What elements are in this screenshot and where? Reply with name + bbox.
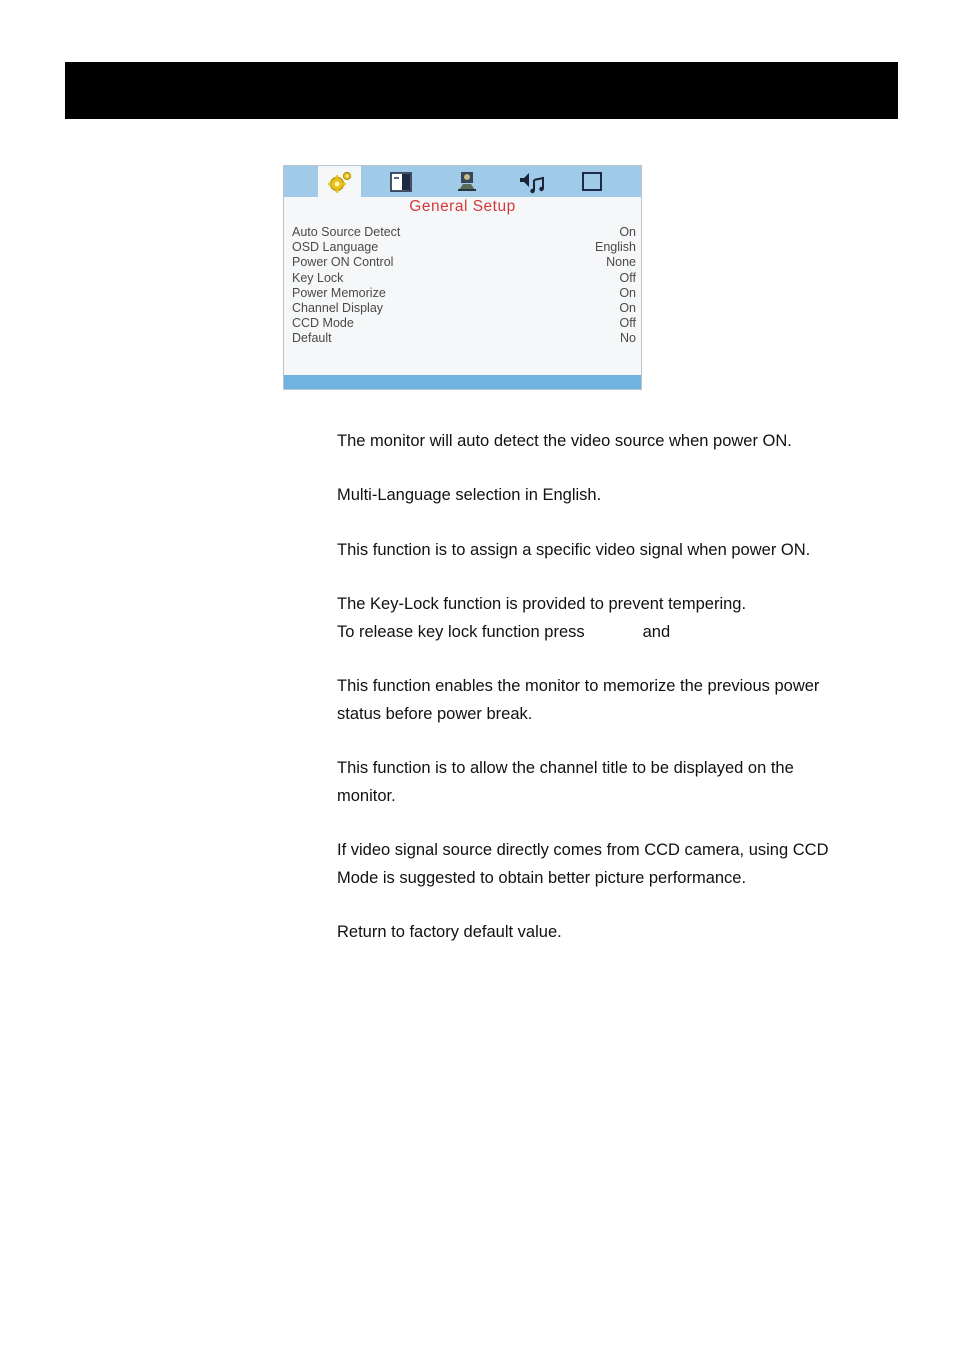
desc-channel-display [337,754,897,810]
osd-title: General Setup [409,198,516,215]
desc-auto-source [337,427,897,455]
desc-key-lock [337,590,897,646]
list-item[interactable] [292,301,636,316]
paragraph: monitor. [337,787,396,805]
paragraph: This function enables the monitor to memorize the previous power [337,677,820,695]
paragraph: This function is to assign a specific video signal when power ON. [337,541,811,559]
paragraph: The Key-Lock function is provided to prevent tempering. [337,595,747,613]
paragraph: Mode is suggested to obtain better picture performance. [337,869,747,887]
paragraph: This function is to allow the channel title to be displayed on the [337,759,794,777]
osd-bottom-bar [284,375,641,389]
setting-value: No [620,331,636,346]
paragraph: Return to factory default value. [337,923,562,941]
desc-osd-language [337,481,897,509]
list-item[interactable] [292,255,636,270]
setting-label: Channel Display [292,300,384,315]
text-fragment: To release key lock function press [337,623,585,641]
paragraph: status before power break. [337,705,533,723]
text-fragment: and [642,623,671,641]
osd-settings-list [292,225,636,347]
list-item[interactable] [292,225,636,240]
setting-label: Auto Source Detect [292,225,401,239]
list-item[interactable] [292,240,636,255]
picture-icon [453,170,481,194]
setting-label: Key Lock [292,270,344,285]
setting-value: None [606,255,636,270]
osd-menu [283,165,642,390]
desc-power-memorize [337,672,897,728]
setting-label: Power ON Control [292,255,394,270]
setting-value: Off [619,316,636,331]
setting-label: Power Memorize [292,285,386,300]
paragraph [337,618,897,646]
list-item[interactable] [292,271,636,286]
tab-picture[interactable] [447,166,487,197]
tab-display[interactable] [381,166,421,197]
setting-value: English [595,240,636,255]
square-icon [579,170,605,194]
setting-label: Default [292,331,332,346]
list-item[interactable] [292,286,636,301]
setting-value: On [619,285,636,300]
gear-icon [327,170,353,194]
setting-value: Off [619,270,636,285]
tab-audio[interactable] [512,166,552,197]
desc-power-on-control [337,536,897,564]
setting-label: CCD Mode [292,316,354,331]
audio-icon [517,169,547,195]
header-bar [65,62,898,119]
paragraph: If video signal source directly comes from CCD camera, using CCD [337,841,829,859]
tab-general[interactable] [318,166,361,197]
setting-value: On [619,225,636,239]
list-item[interactable] [292,331,636,346]
setting-value: On [619,300,636,315]
list-item[interactable] [292,316,636,331]
setting-label: OSD Language [292,240,379,255]
desc-ccd-mode [337,836,897,892]
desc-default [337,918,897,946]
osd-tab-bar [284,166,641,197]
paragraph: Multi-Language selection in English. [337,486,602,504]
paragraph: The monitor will auto detect the video source when power ON. [337,432,792,450]
tab-other[interactable] [574,166,610,197]
monitor-icon [387,170,415,194]
